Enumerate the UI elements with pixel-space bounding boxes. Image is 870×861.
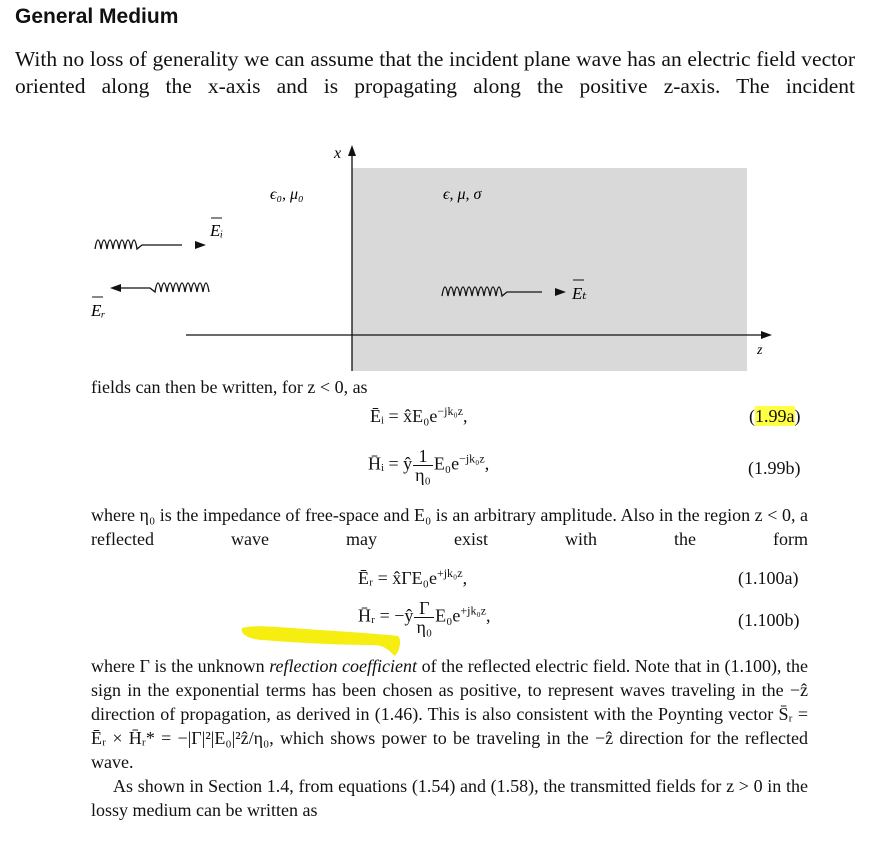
eq-199b-frac-den: η₀ <box>415 465 431 485</box>
reflected-wave-squiggle <box>120 283 209 292</box>
reflected-label: Eᵣ <box>91 301 106 320</box>
eq-1100b-fraction <box>414 599 434 636</box>
x-axis-label: x <box>334 145 342 162</box>
transmitted-label: Eₜ <box>572 284 587 303</box>
eq-199b-tail: , <box>484 453 490 474</box>
eq-199a-number-open: ( <box>749 406 755 426</box>
equation-199b <box>368 447 489 484</box>
x-axis-arrowhead <box>348 145 356 156</box>
eq-1100a-tail: , <box>462 568 468 588</box>
eq-199b-fraction <box>413 447 433 484</box>
para3-before: where Γ is the unknown <box>91 656 270 676</box>
eq-199a-tail: , <box>462 406 468 426</box>
para-fields: fields can then be written, for z < 0, as <box>91 377 368 397</box>
equation-number-1100b: (1.100b) <box>738 610 800 630</box>
eq-1100b-mid: E₀e <box>435 605 461 626</box>
eq-1100a-lhs: Ēᵣ = x̂ΓE₀e <box>358 568 437 588</box>
incident-label: Eᵢ <box>210 221 224 240</box>
eq-199b-mid: E₀e <box>433 453 460 474</box>
eq-199a-number-close: ) <box>794 406 801 426</box>
incident-wave-squiggle <box>95 240 182 249</box>
eq-1100b-exp: +jk₀z <box>460 603 487 618</box>
para3-emphasis: reflection coefficient <box>269 656 418 676</box>
eq-199b-frac-num: 1 <box>413 447 433 466</box>
z-axis-arrowhead <box>761 331 772 339</box>
equation-1100b <box>358 599 491 636</box>
z-axis-label: z <box>757 343 763 358</box>
region1-label: ϵ₀, μ₀ <box>270 186 304 203</box>
section-heading: General Medium <box>15 5 179 28</box>
eq-199b-lhs: H̄ᵢ = ŷ <box>368 453 413 474</box>
para3-after: of the reflected electric field. Note that in (1.100), the sign in the exponential terms has been chosen as positive, to represent waves traveling in the −ẑ direction of propagation, as derived in (1.46). This is also consistent with the Poynting vector S̄ᵣ = Ēᵣ × H̄ᵣ* = −|Γ|²|E₀|²ẑ/η₀, which shows power to be traveling in the −ẑ direction for the reflected wave. <box>91 656 808 772</box>
eq-1100b-tail: , <box>486 605 491 626</box>
eq-199b-exp: −jk₀z <box>459 451 485 466</box>
equation-number-1100a: (1.100a) <box>738 568 799 588</box>
eq-1100b-frac-num: Γ <box>414 599 434 618</box>
eq-199a-number-highlight: 1.99a <box>755 406 795 426</box>
reflected-arrowhead <box>110 284 121 292</box>
equation-199a <box>370 404 467 427</box>
region2-label: ϵ, μ, σ <box>443 186 482 203</box>
eq-199a-exp: −jk₀z <box>437 404 463 418</box>
equation-number-199a <box>749 406 801 427</box>
equation-1100a <box>358 566 467 589</box>
eq-199a-lhs: Ēᵢ = x̂E₀e <box>370 406 438 426</box>
para-transmitted: As shown in Section 1.4, from equations (1.54) and (1.58), the transmitted fields for z > 0 in the lossy medium can be written as <box>91 776 808 820</box>
intro-paragraph: With no loss of generality we can assume that the incident plane wave has an electric field vector oriented along the x-axis and is propagating along the positive z-axis. The incident <box>15 47 855 98</box>
incident-arrowhead <box>195 241 206 249</box>
para-reflection-coefficient <box>91 654 808 774</box>
para-impedance: where η₀ is the impedance of free-space and E₀ is an arbitrary amplitude. Also in the region z < 0, a reflected wave may exist with the form <box>91 505 808 549</box>
lossy-medium-region <box>352 168 747 371</box>
equation-number-199b: (1.99b) <box>748 458 801 478</box>
eq-1100a-exp: +jk₀z <box>436 566 463 580</box>
eq-1100b-lhs: H̄ᵣ = −ŷ <box>358 605 414 626</box>
eq-1100b-frac-den: η₀ <box>416 617 433 637</box>
